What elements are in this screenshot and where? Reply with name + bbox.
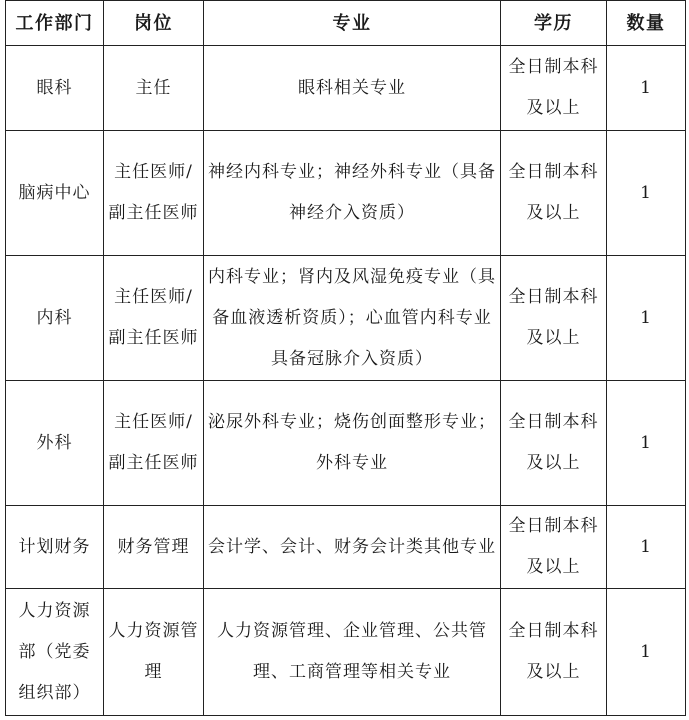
cell-major: 人力资源管理、企业管理、公共管理、工商管理等相关专业: [204, 589, 501, 716]
cell-education: 全日制本科及以上: [501, 506, 607, 589]
cell-dept: 人力资源部（党委组织部）: [6, 589, 104, 716]
cell-position: 主任: [104, 46, 204, 131]
header-major: 专业: [204, 1, 501, 46]
table-body: [6, 46, 686, 716]
cell-count: 1: [607, 256, 686, 381]
header-count: 数量: [607, 1, 686, 46]
cell-dept: 内科: [6, 256, 104, 381]
cell-education: 全日制本科及以上: [501, 131, 607, 256]
header-row: [6, 1, 686, 46]
cell-major: 内科专业；肾内及风湿免疫专业（具备血液透析资质）；心血管内科专业具备冠脉介入资质）: [204, 256, 501, 381]
cell-education: 全日制本科及以上: [501, 381, 607, 506]
table-row: [6, 506, 686, 589]
cell-count: 1: [607, 589, 686, 716]
table-row: [6, 381, 686, 506]
cell-major: 泌尿外科专业；烧伤创面整形专业；外科专业: [204, 381, 501, 506]
cell-education: 全日制本科及以上: [501, 589, 607, 716]
cell-count: 1: [607, 506, 686, 589]
header-education: 学历: [501, 1, 607, 46]
cell-position: 主任医师/副主任医师: [104, 381, 204, 506]
header-dept: 工作部门: [6, 1, 104, 46]
table-row: [6, 131, 686, 256]
cell-major: 神经内科专业；神经外科专业（具备神经介入资质）: [204, 131, 501, 256]
cell-count: 1: [607, 46, 686, 131]
cell-education: 全日制本科及以上: [501, 46, 607, 131]
header-position: 岗位: [104, 1, 204, 46]
cell-dept: 脑病中心: [6, 131, 104, 256]
cell-position: 人力资源管理: [104, 589, 204, 716]
table-header: [6, 1, 686, 46]
table-row: [6, 589, 686, 716]
cell-major: 眼科相关专业: [204, 46, 501, 131]
table-row: [6, 256, 686, 381]
cell-dept: 外科: [6, 381, 104, 506]
cell-dept: 眼科: [6, 46, 104, 131]
cell-major: 会计学、会计、财务会计类其他专业: [204, 506, 501, 589]
cell-count: 1: [607, 131, 686, 256]
cell-position: 财务管理: [104, 506, 204, 589]
cell-count: 1: [607, 381, 686, 506]
cell-position: 主任医师/副主任医师: [104, 256, 204, 381]
cell-education: 全日制本科及以上: [501, 256, 607, 381]
recruitment-table: [5, 0, 686, 716]
table-row: [6, 46, 686, 131]
cell-dept: 计划财务: [6, 506, 104, 589]
cell-position: 主任医师/副主任医师: [104, 131, 204, 256]
